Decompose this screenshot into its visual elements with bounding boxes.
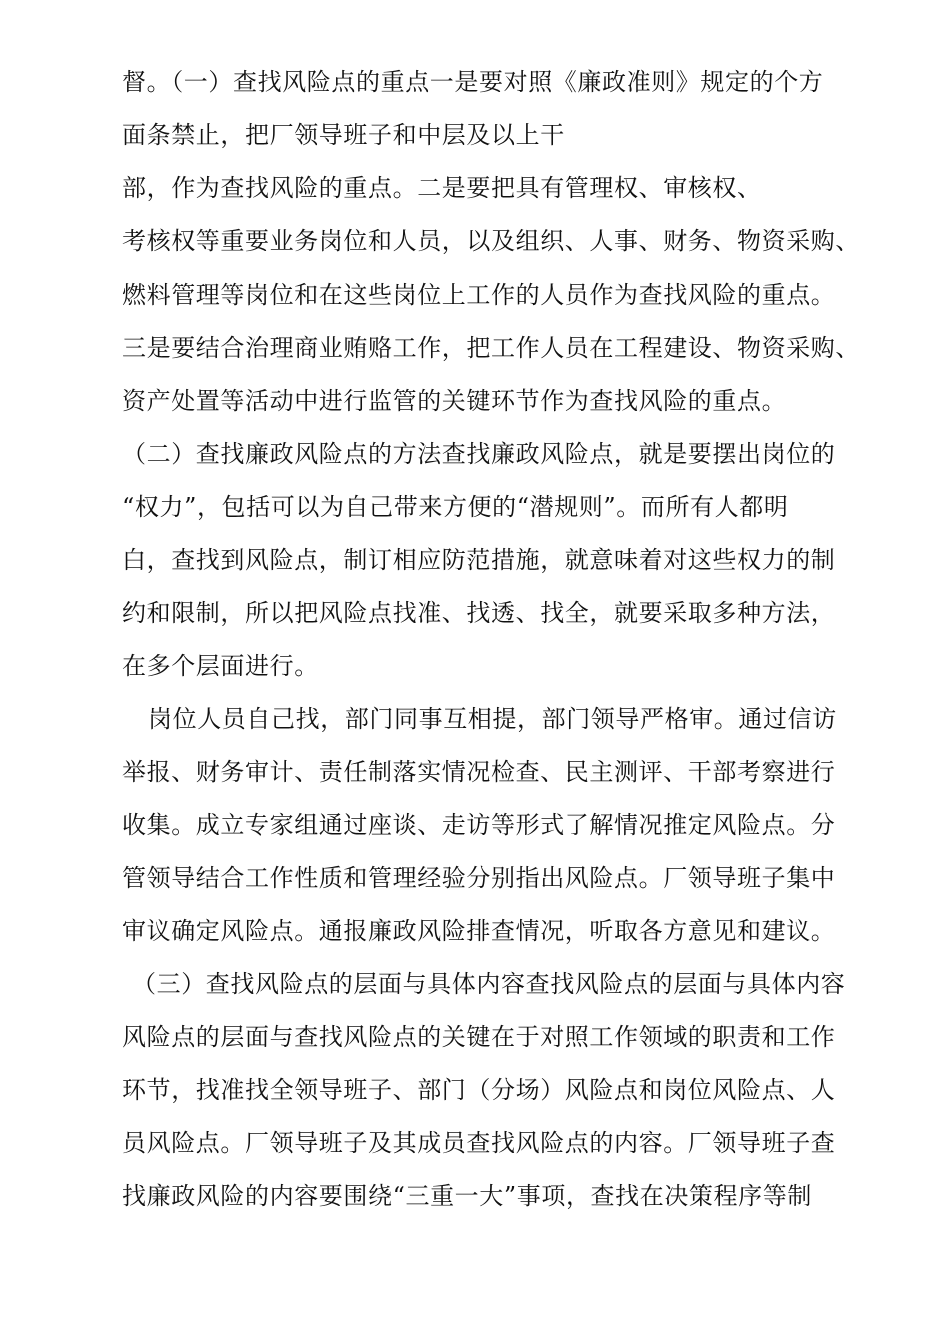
text-line: 资产处置等活动中进行监管的关键环节作为查找风险的重点。 [122, 387, 787, 415]
text-line: 环节，找准找全领导班子、部门（分场）风险点和岗位风险点、人 [122, 1076, 836, 1104]
text-line: 员风险点。厂领导班子及其成员查找风险点的内容。厂领导班子查 [122, 1129, 836, 1157]
text-line: 燃料管理等岗位和在这些岗位上工作的人员作为查找风险的重点。 [122, 281, 836, 309]
section-heading-line: （二）查找廉政风险点的方法查找廉政风险点，就是要摆出岗位的 [122, 440, 836, 468]
text-line: “权力”，包括可以为自己带来方便的“潜规则”。而所有人都明 [122, 493, 789, 521]
section-heading-line: （三）查找风险点的层面与具体内容查找风险点的层面与具体内容 [132, 970, 846, 998]
text-line: 审议确定风险点。通报廉政风险排查情况，听取各方意见和建议。 [122, 917, 836, 945]
text-line: 找廉政风险的内容要围绕“三重一大”事项，查找在决策程序等制 [122, 1182, 812, 1210]
text-line: 风险点的层面与查找风险点的关键在于对照工作领域的职责和工作 [122, 1023, 836, 1051]
text-line: 三是要结合治理商业贿赂工作，把工作人员在工程建设、物资采购、 [122, 334, 860, 362]
text-line: 部，作为查找风险的重点。二是要把具有管理权、审核权、 [122, 174, 762, 202]
text-line: 考核权等重要业务岗位和人员，以及组织、人事、财务、物资采购、 [122, 227, 860, 255]
text-line: 督。（一）查找风险点的重点一是要对照《廉政准则》规定的个方 [122, 68, 824, 96]
text-line: 白，查找到风险点，制订相应防范措施，就意味着对这些权力的制 [122, 546, 836, 574]
text-line: 约和限制，所以把风险点找准、找透、找全，就要采取多种方法， [122, 599, 836, 627]
text-line: 在多个层面进行。 [122, 652, 319, 680]
paragraph-first-line: 岗位人员自己找，部门同事互相提，部门领导严格审。通过信访 [148, 705, 837, 733]
text-line: 管领导结合工作性质和管理经验分别指出风险点。厂领导班子集中 [122, 864, 836, 892]
text-line: 收集。成立专家组通过座谈、走访等形式了解情况推定风险点。分 [122, 811, 836, 839]
text-line: 面条禁止，把厂领导班子和中层及以上干 [122, 121, 565, 149]
text-line: 举报、财务审计、责任制落实情况检查、民主测评、干部考察进行 [122, 758, 836, 786]
